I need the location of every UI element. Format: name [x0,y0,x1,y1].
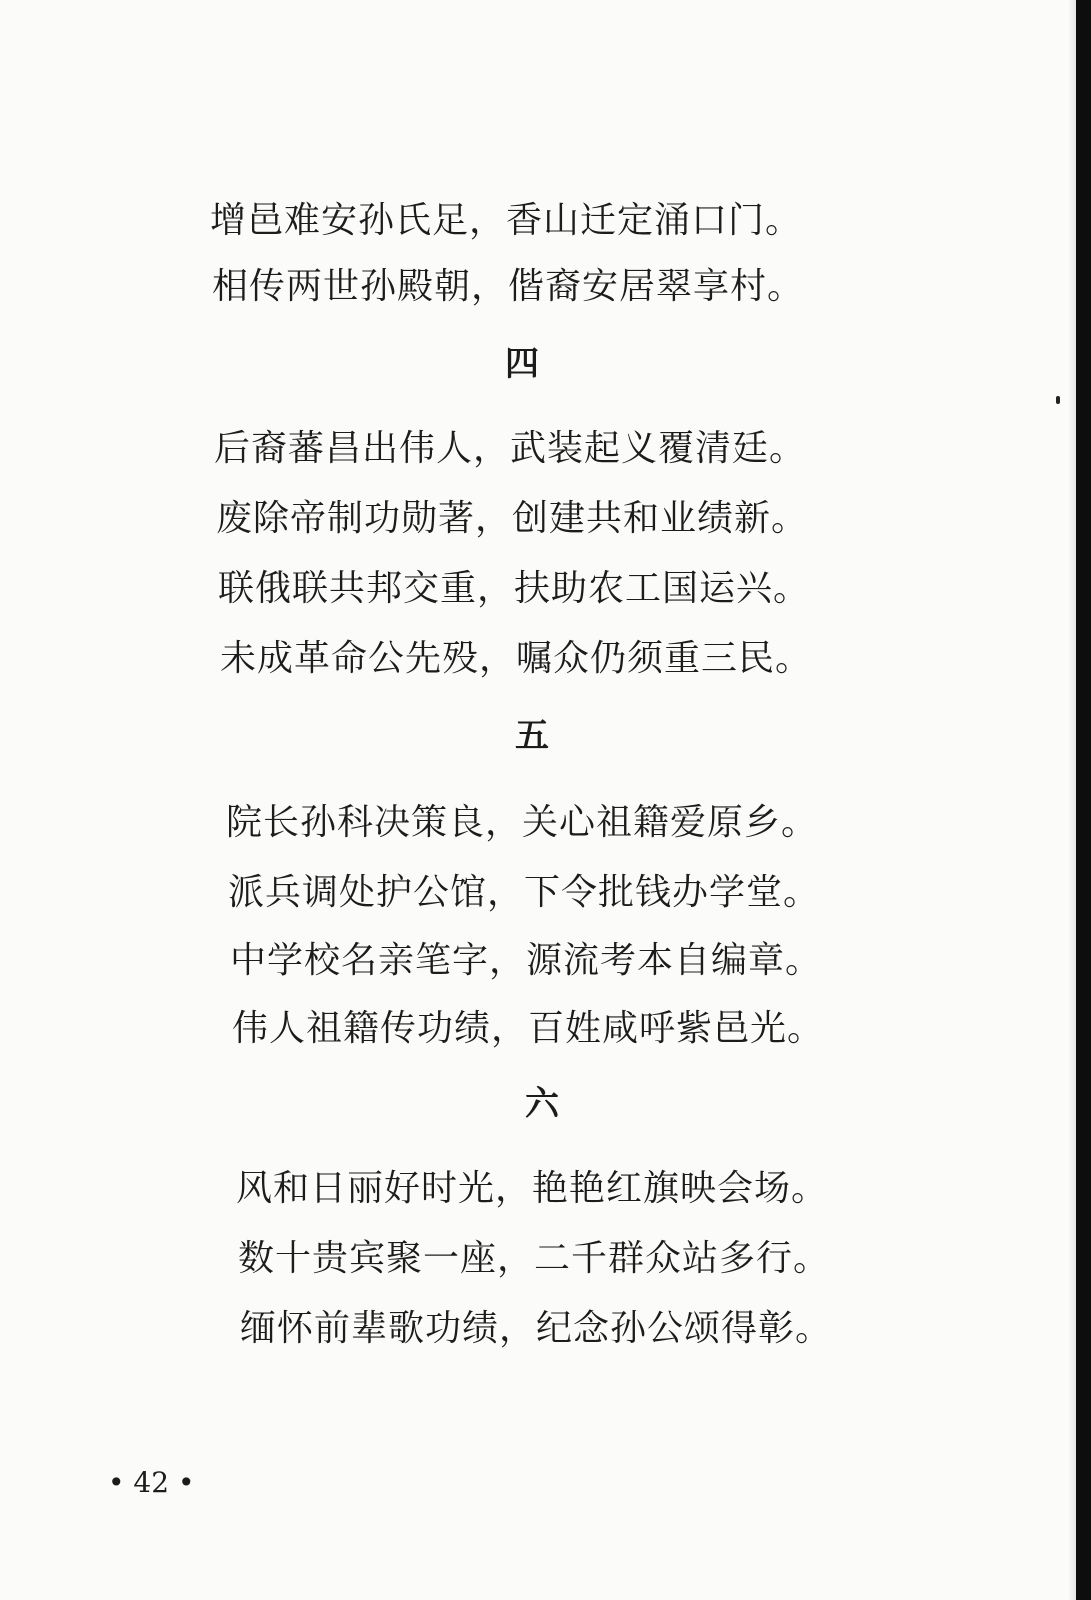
poem-line: 相传两世孙殿朝，偕裔安居翠享村。 [212,266,805,307]
scan-speck [1056,396,1060,404]
poem-line: 风和日丽好时光，艳艳红旗映会场。 [236,1168,829,1209]
poem-line: 增邑难安孙氏足，香山迁定涌口门。 [210,200,803,241]
poem-line: 缅怀前辈歌功绩，纪念孙公颂得彰。 [240,1308,833,1349]
poem-line: 院长孙科决策良，关心祖籍爱原乡。 [226,802,819,843]
poem-line: 联俄联共邦交重，扶助农工国运兴。 [218,568,811,609]
stanza-heading: 四 [505,344,539,384]
stanza-heading: 五 [515,716,549,756]
poem-line: 未成革命公先殁，嘱众仍须重三民。 [220,638,813,679]
poem-line: 废除帝制功勋著，创建共和业绩新。 [216,498,809,539]
page-number: • 42 • [108,1466,195,1499]
poem-line: 数十贵宾聚一座，二千群众站多行。 [238,1238,831,1279]
stanza-heading: 六 [525,1084,559,1124]
poem-line: 伟人祖籍传功绩，百姓咸呼紫邑光。 [232,1008,825,1049]
page-edge-shadow [1068,0,1076,1600]
poem-line: 中学校名亲笔字，源流考本自编章。 [230,940,823,981]
poem-line: 派兵调处护公馆，下令批钱办学堂。 [228,872,821,913]
poem-line: 后裔蕃昌出伟人，武装起义覆清廷。 [214,428,807,469]
scan-border [1076,0,1091,1600]
